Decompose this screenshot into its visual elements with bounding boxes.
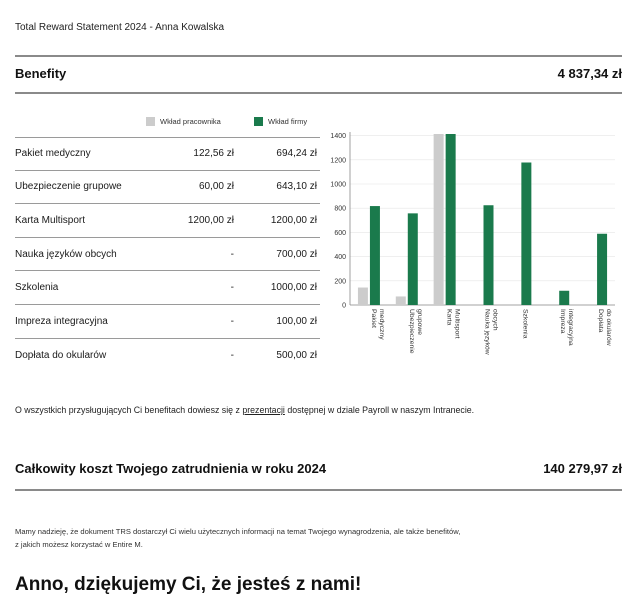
bar-company: [597, 234, 607, 305]
company-contribution: 643,10 zł: [276, 181, 317, 193]
benefits-table: [15, 137, 320, 372]
company-contribution: 1000,00 zł: [270, 282, 317, 294]
x-tick-label: [370, 309, 385, 340]
benefit-name: Szkolenia: [15, 282, 59, 294]
x-tick-label-line: Pakiet: [369, 309, 377, 328]
info-text: [15, 405, 474, 415]
y-tick-label: 800: [334, 205, 346, 213]
divider: [15, 489, 622, 491]
x-tick-label: [597, 309, 612, 346]
y-tick-label: 0: [342, 302, 346, 310]
employee-contribution: 1200,00 zł: [187, 214, 234, 226]
x-tick-label-line: do okularów: [605, 309, 613, 346]
bar-company: [446, 134, 456, 305]
y-tick-label: 1000: [330, 181, 346, 189]
bar-employee: [396, 296, 406, 305]
thank-you-heading: Anno, dziękujemy Ci, że jesteś z nami!: [15, 574, 362, 595]
x-tick-label-line: Dopłata: [597, 309, 605, 333]
company-contribution: 1200,00 zł: [270, 214, 317, 226]
info-text-after: dostępnej w dziale Payroll w naszym Intranecie.: [284, 405, 475, 415]
x-tick-label-line: Impreza: [559, 309, 567, 334]
x-tick-label-line: obcych: [491, 309, 499, 331]
x-tick-label-line: medyczny: [377, 309, 385, 340]
employee-contribution: 122,56 zł: [193, 148, 234, 160]
benefit-name: Impreza integracyjna: [15, 315, 108, 327]
table-row: [15, 238, 320, 272]
info-text-before: O wszystkich przysługujących Ci benefitach dowiesz się z: [15, 405, 243, 415]
legend-label-company: Wkład firmy: [268, 117, 308, 126]
x-tick-label: [559, 309, 574, 346]
company-contribution: 700,00 zł: [276, 248, 317, 260]
benefit-name: Dopłata do okularów: [15, 349, 107, 361]
bar-company: [521, 163, 531, 306]
closing-line: Mamy nadzieję, że dokument TRS dostarczył Ci wielu użytecznych informacji na temat Twojego wynagrodzenia, ale także benefitów,: [15, 527, 461, 536]
company-contribution: 500,00 zł: [276, 349, 317, 361]
x-tick-label-line: Nauka języków: [483, 309, 491, 355]
y-tick-label: 1200: [330, 157, 346, 165]
table-row: [15, 204, 320, 238]
divider: [15, 55, 622, 57]
y-tick-label: 1400: [330, 133, 346, 141]
document-title: Total Reward Statement 2024 - Anna Kowalska: [15, 22, 225, 33]
employee-contribution: -: [230, 282, 234, 294]
x-tick-label: [408, 309, 423, 354]
legend-label-employee: Wkład pracownika: [160, 117, 221, 126]
table-row: [15, 339, 320, 373]
x-tick-label-line: Szkolenia: [521, 309, 529, 339]
x-tick-label-line: Karta: [445, 309, 453, 326]
x-tick-label: [484, 309, 499, 355]
y-tick-label: 200: [334, 278, 346, 286]
x-tick-label-line: Ubezpieczenie: [407, 309, 415, 354]
bar-employee: [434, 134, 444, 305]
table-row: [15, 305, 320, 339]
total-cost-label: Całkowity koszt Twojego zatrudnienia w roku 2024: [15, 461, 327, 476]
company-contribution: 100,00 zł: [276, 315, 317, 327]
total-cost-value: 140 279,97 zł: [543, 461, 622, 476]
x-tick-label-line: grupowe: [415, 309, 423, 336]
employee-contribution: 60,00 zł: [198, 181, 234, 193]
employee-contribution: -: [230, 248, 234, 260]
benefits-heading: Benefity: [15, 66, 67, 81]
company-contribution: 694,24 zł: [276, 148, 317, 160]
benefits-total: 4 837,34 zł: [557, 66, 622, 81]
y-tick-label: 600: [334, 229, 346, 237]
legend-swatch-employee: [146, 117, 155, 126]
presentation-link[interactable]: prezentacji: [242, 405, 285, 415]
bar-company: [408, 213, 418, 305]
employee-contribution: -: [230, 315, 234, 327]
benefit-name: Nauka języków obcych: [15, 248, 117, 260]
closing-line: z jakich możesz korzystać w Entire M.: [15, 539, 143, 549]
legend-swatch-company: [254, 117, 263, 126]
benefit-name: Karta Multisport: [15, 214, 86, 226]
closing-text: [15, 526, 460, 551]
x-tick-label: [521, 309, 528, 339]
bar-company: [484, 205, 494, 305]
y-tick-label: 400: [334, 254, 346, 262]
bar-company: [370, 206, 380, 305]
legend-company: [254, 117, 307, 126]
bar-employee: [358, 288, 368, 305]
x-tick-label: [446, 309, 461, 339]
benefit-name: Pakiet medyczny: [15, 148, 91, 160]
x-tick-label-line: integracyjna: [567, 309, 575, 346]
table-row: [15, 171, 320, 205]
x-tick-label-line: Multisport: [453, 309, 461, 339]
benefit-name: Ubezpieczenie grupowe: [15, 181, 122, 193]
table-row: [15, 137, 320, 171]
benefits-bar-chart: [330, 128, 620, 368]
employee-contribution: -: [230, 349, 234, 361]
divider: [15, 92, 622, 94]
legend-employee: [146, 117, 221, 126]
table-row: [15, 271, 320, 305]
bar-company: [559, 291, 569, 305]
